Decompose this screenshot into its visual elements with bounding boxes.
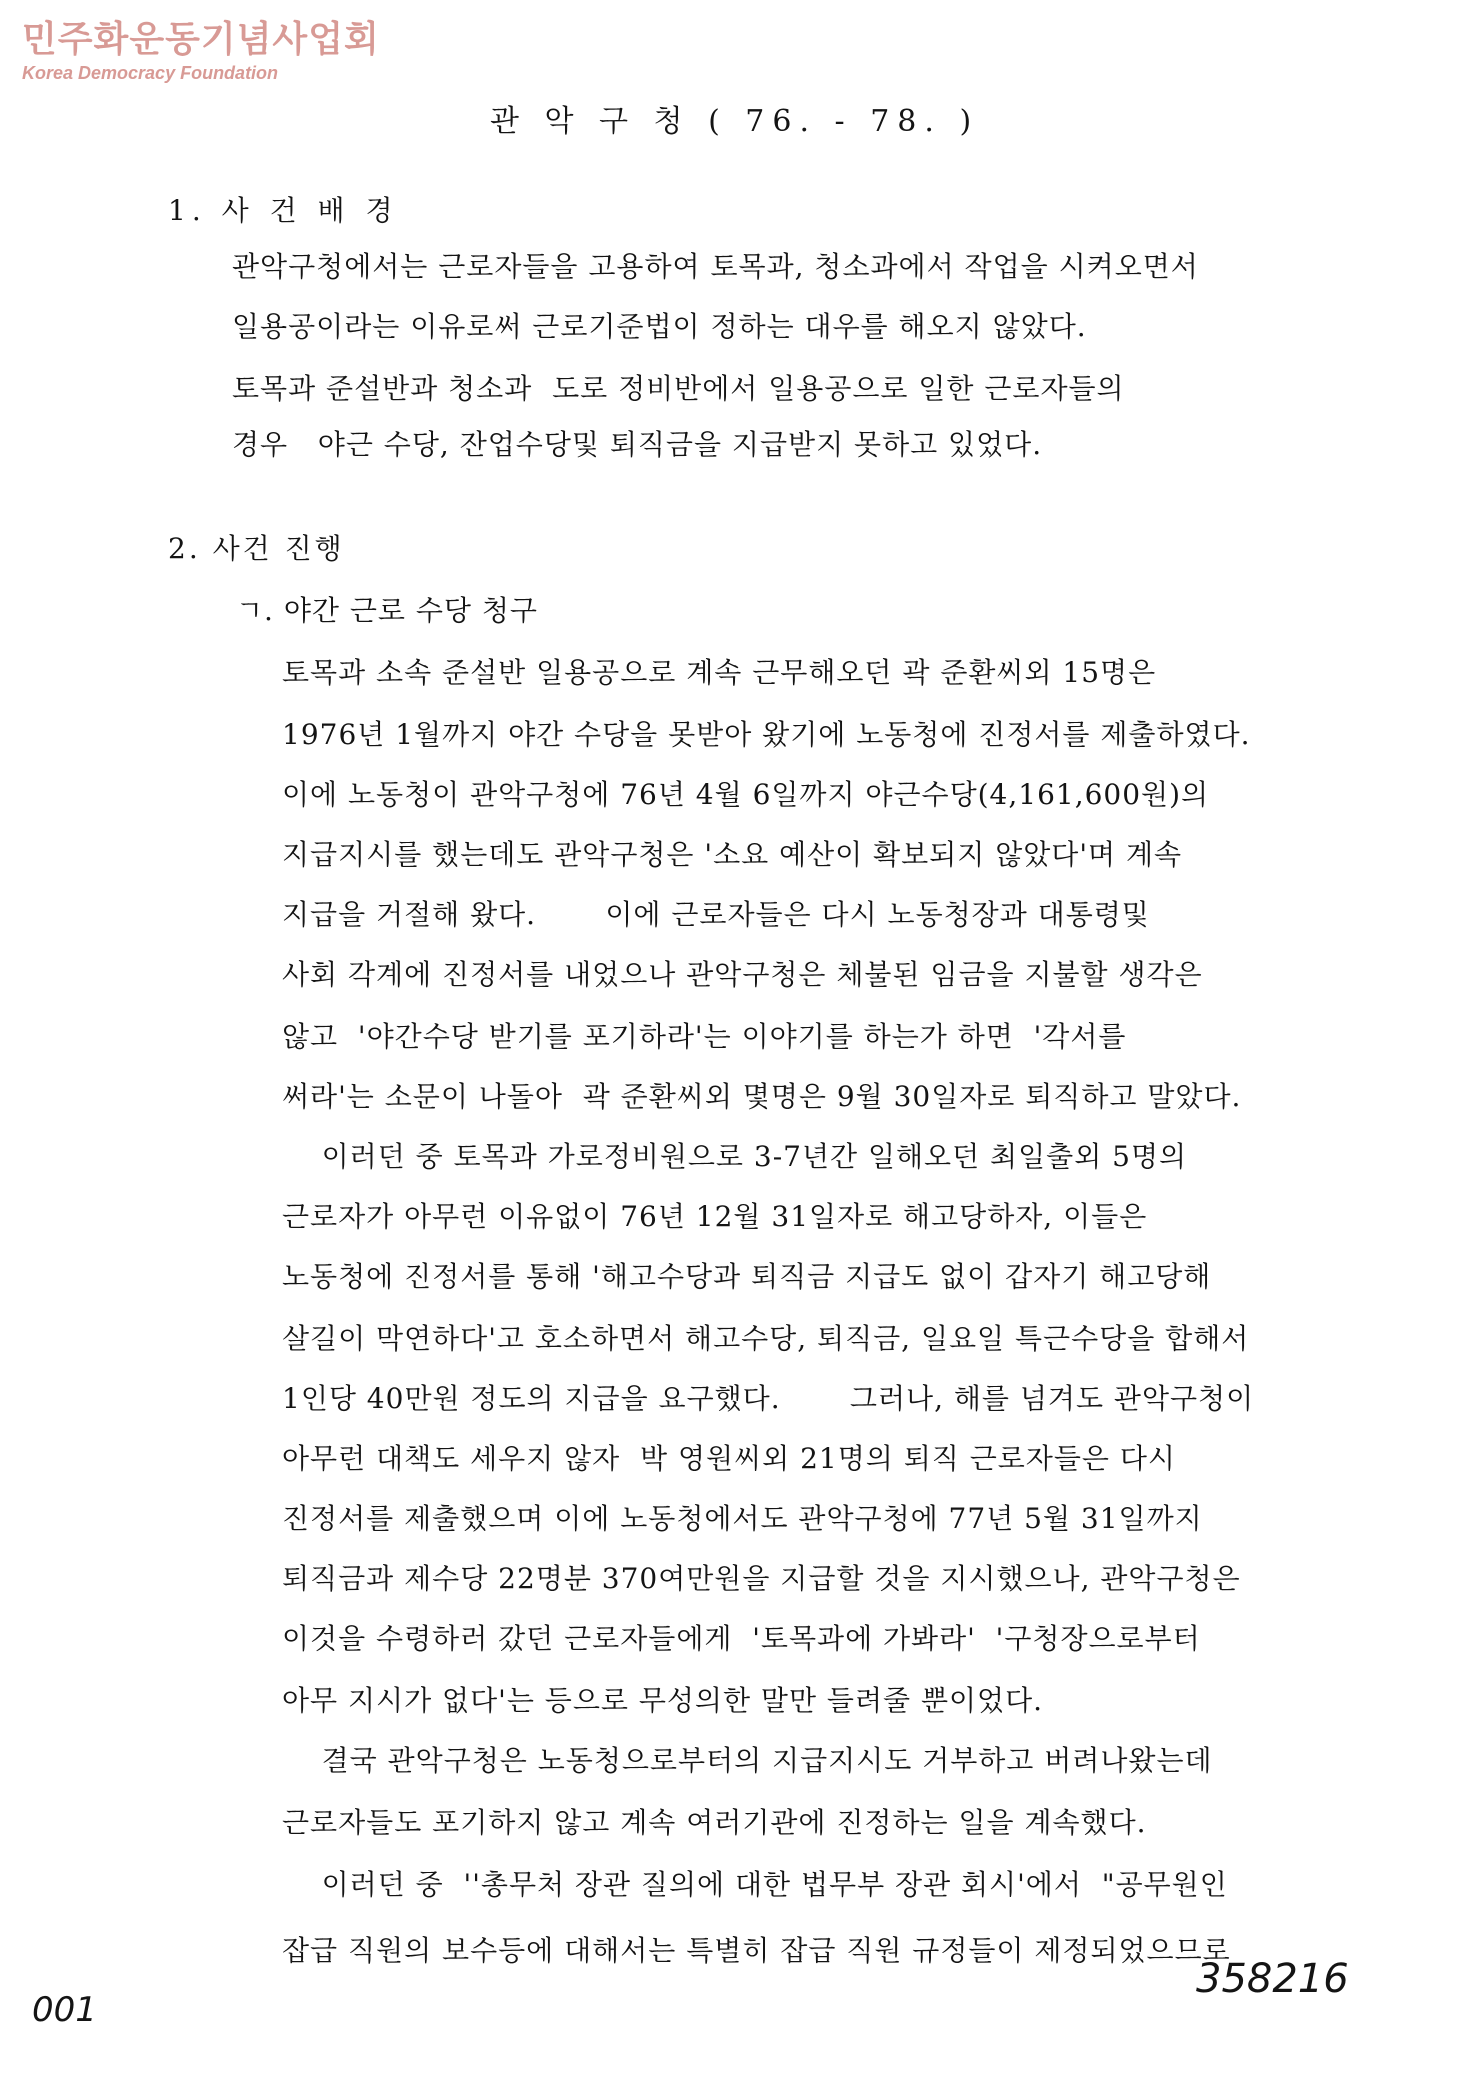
section-1-line: 토목과 준설반과 청소과 도로 정비반에서 일용공으로 일한 근로자들의 (232, 372, 1125, 405)
section-2-line: 이러던 중 ''총무처 장관 질의에 대한 법무부 장관 회시'에서 "공무원인 (282, 1868, 1228, 1901)
section-2-line: 않고 '야간수당 받기를 포기하라'는 이야기를 하는가 하면 '각서를 (282, 1020, 1127, 1053)
section-1-line: 관악구청에서는 근로자들을 고용하여 토목과, 청소과에서 작업을 시켜오면서 (232, 250, 1199, 283)
section-2-line: 잡급 직원의 보수등에 대해서는 특별히 잡급 직원 규정들이 제정되었으므로 (282, 1934, 1231, 1967)
section-1-line: 경우 야근 수당, 잔업수당및 퇴직금을 지급받지 못하고 있었다. (232, 428, 1043, 461)
watermark-logo (22, 18, 380, 84)
section-2-line: 지급을 거절해 왔다. 이에 근로자들은 다시 노동청장과 대통령및 (282, 898, 1150, 931)
section-2-line: 지급지시를 했는데도 관악구청은 '소요 예산이 확보되지 않았다'며 계속 (282, 838, 1183, 871)
section-2-line: 살길이 막연하다'고 호소하면서 해고수당, 퇴직금, 일요일 특근수당을 합해서 (282, 1322, 1250, 1355)
section-2-line: 이러던 중 토목과 가로정비원으로 3-7년간 일해오던 최일출외 5명의 (282, 1140, 1188, 1173)
section-2-line: 아무 지시가 없다'는 등으로 무성의한 말만 들려줄 뿐이었다. (282, 1684, 1044, 1717)
section-2-line: 퇴직금과 제수당 22명분 370여만원을 지급할 것을 지시했으나, 관악구청은 (282, 1562, 1241, 1595)
section-2-line: 노동청에 진정서를 통해 '해고수당과 퇴직금 지급도 없이 갑자기 해고당해 (282, 1260, 1212, 1293)
section-2-subheading: ㄱ. 야간 근로 수당 청구 (236, 594, 538, 627)
watermark-korean: 민주화운동기념사업회 (22, 19, 380, 60)
section-2-heading: 2. 사건 진행 (168, 532, 345, 565)
section-2-line: 근로자가 아무런 이유없이 76년 12월 31일자로 해고당하자, 이들은 (282, 1200, 1148, 1233)
watermark-english: Korea Democracy Foundation (22, 63, 279, 83)
section-2-line: 이에 노동청이 관악구청에 76년 4월 6일까지 야근수당(4,161,600원)의 (282, 778, 1210, 811)
section-1-heading: 1. 사 건 배 경 (168, 194, 399, 227)
section-2-line: 사회 각계에 진정서를 내었으나 관악구청은 체불된 임금을 지불할 생각은 (282, 958, 1203, 991)
document-title: 관 악 구 청 ( 76. - 78. ) (490, 104, 980, 139)
section-2-line: 1976년 1월까지 야간 수당을 못받아 왔기에 노동청에 진정서를 제출하였다. (282, 718, 1251, 751)
section-1-line: 일용공이라는 이유로써 근로기준법이 정하는 대우를 해오지 않았다. (232, 310, 1087, 343)
section-2-line: 이것을 수령하러 갔던 근로자들에게 '토목과에 가봐라' '구청장으로부터 (282, 1622, 1201, 1655)
section-2-line: 토목과 소속 준설반 일용공으로 계속 근무해오던 곽 준환씨외 15명은 (282, 656, 1157, 689)
section-2-line: 1인당 40만원 정도의 지급을 요구했다. 그러나, 해를 넘겨도 관악구청이 (282, 1382, 1255, 1415)
page-mark-right: 358216 (1196, 1956, 1349, 2002)
section-2-line: 써라'는 소문이 나돌아 곽 준환씨외 몇명은 9월 30일자로 퇴직하고 말았다. (282, 1080, 1242, 1113)
page-mark-left: 001 (32, 1990, 97, 2030)
section-2-line: 결국 관악구청은 노동청으로부터의 지급지시도 거부하고 버려나왔는데 (282, 1744, 1213, 1777)
section-2-line: 진정서를 제출했으며 이에 노동청에서도 관악구청에 77년 5월 31일까지 (282, 1502, 1203, 1535)
section-2-line: 근로자들도 포기하지 않고 계속 여러기관에 진정하는 일을 계속했다. (282, 1806, 1147, 1839)
section-2-line: 아무런 대책도 세우지 않자 박 영원씨외 21명의 퇴직 근로자들은 다시 (282, 1442, 1176, 1475)
